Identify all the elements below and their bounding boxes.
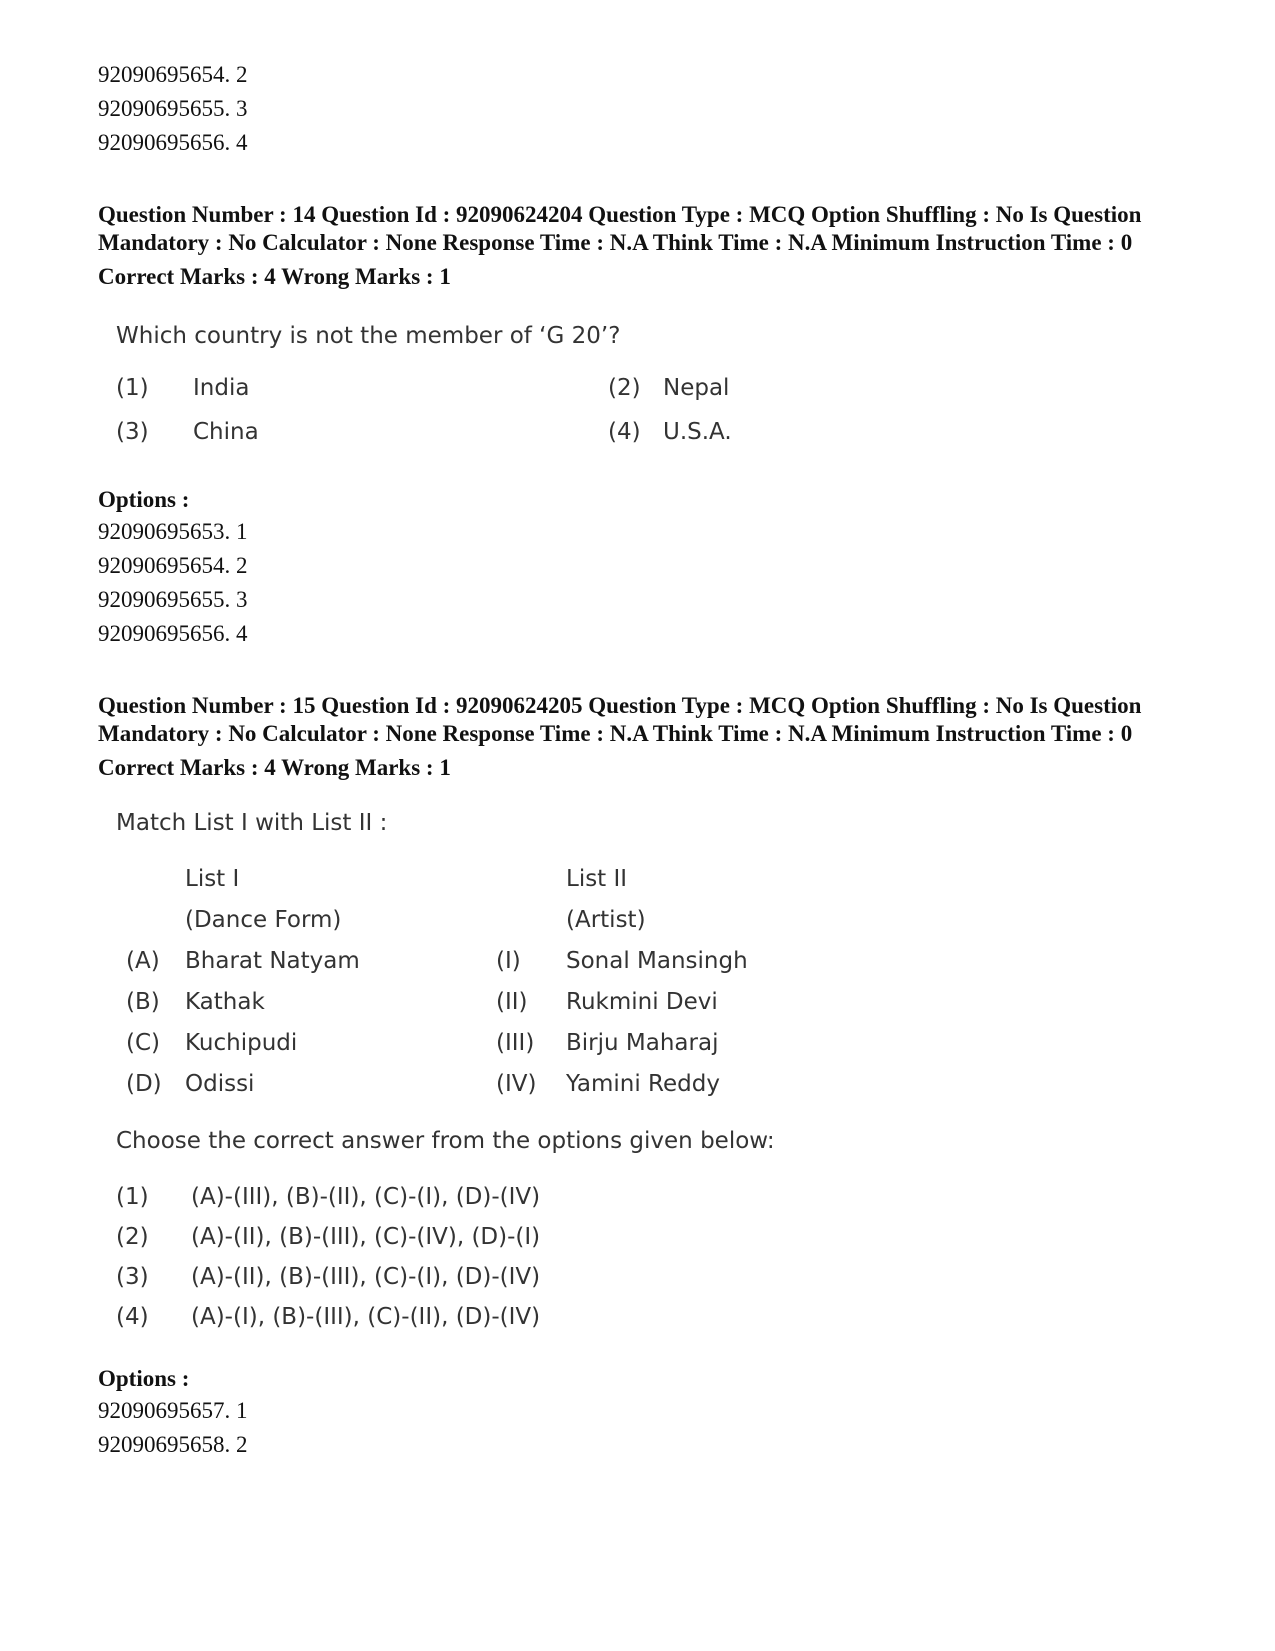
choice-text: India	[193, 375, 250, 401]
match-row	[98, 989, 1198, 1030]
question-14-options-label: Options :	[98, 487, 190, 512]
choice-number: (2)	[608, 375, 641, 401]
choose-instruction: Choose the correct answer from the options given below:	[116, 1128, 775, 1154]
list-1-value: Odissi	[185, 1071, 255, 1097]
answer-number: (3)	[116, 1264, 149, 1290]
list-2-label: (I)	[496, 948, 521, 974]
answer-row	[98, 1264, 1198, 1304]
document-page	[98, 58, 1198, 1462]
list-1-title: List I	[185, 866, 240, 892]
question-15-body	[98, 810, 1198, 1344]
list-1-subtitle: (Dance Form)	[185, 907, 342, 933]
list-1-value: Kathak	[185, 989, 265, 1015]
question-14-options-list	[98, 515, 1198, 651]
choice-text: Nepal	[663, 375, 730, 401]
list-1-label: (B)	[126, 989, 160, 1015]
option-line: 92090695656. 4	[98, 621, 248, 646]
list-2-label: (IV)	[496, 1071, 537, 1097]
answer-text: (A)-(III), (B)-(II), (C)-(I), (D)-(IV)	[191, 1184, 541, 1210]
answer-text: (A)-(I), (B)-(III), (C)-(II), (D)-(IV)	[191, 1304, 541, 1330]
choice-row	[98, 375, 1198, 419]
option-line: 92090695653. 1	[98, 519, 248, 544]
option-line: 92090695655. 3	[98, 587, 248, 612]
match-table-header	[98, 866, 1198, 907]
list-2-value: Sonal Mansingh	[566, 948, 748, 974]
answer-number: (4)	[116, 1304, 149, 1330]
match-table-subheader	[98, 907, 1198, 948]
list-2-label: (II)	[496, 989, 528, 1015]
question-14-header: Question Number : 14 Question Id : 92090624204 Question Type : MCQ Option Shuffling : No Is Question Mandatory : No Calculator : None Response Time : N.A Think Time : N.A Minimum Instruction Time : 0	[98, 202, 1142, 255]
answer-number: (1)	[116, 1184, 149, 1210]
question-15-marks: Correct Marks : 4 Wrong Marks : 1	[98, 755, 451, 780]
answer-row	[98, 1184, 1198, 1224]
question-15-options-label: Options :	[98, 1366, 190, 1391]
list-2-value: Yamini Reddy	[566, 1071, 720, 1097]
question-14-body	[98, 323, 1198, 463]
choice-number: (1)	[116, 375, 149, 401]
list-2-subtitle: (Artist)	[566, 907, 646, 933]
list-2-value: Rukmini Devi	[566, 989, 718, 1015]
answer-choices	[98, 1184, 1198, 1344]
answer-row	[98, 1224, 1198, 1264]
option-line: 92090695657. 1	[98, 1398, 248, 1423]
option-line: 92090695654. 2	[98, 62, 248, 87]
previous-options-list	[98, 58, 1198, 160]
answer-row	[98, 1304, 1198, 1344]
question-14-text: Which country is not the member of ‘G 20’?	[116, 323, 621, 349]
question-15-options-list	[98, 1394, 1198, 1462]
list-1-value: Kuchipudi	[185, 1030, 298, 1056]
match-row	[98, 1030, 1198, 1071]
list-1-value: Bharat Natyam	[185, 948, 360, 974]
answer-text: (A)-(II), (B)-(III), (C)-(I), (D)-(IV)	[191, 1264, 541, 1290]
match-table	[98, 866, 1198, 1112]
list-2-value: Birju Maharaj	[566, 1030, 719, 1056]
list-2-label: (III)	[496, 1030, 535, 1056]
option-line: 92090695656. 4	[98, 130, 248, 155]
choice-number: (4)	[608, 419, 641, 445]
option-line: 92090695654. 2	[98, 553, 248, 578]
answer-number: (2)	[116, 1224, 149, 1250]
question-14-choices	[98, 375, 1198, 463]
choice-number: (3)	[116, 419, 149, 445]
match-row	[98, 948, 1198, 989]
list-1-label: (C)	[126, 1030, 161, 1056]
list-1-label: (D)	[126, 1071, 162, 1097]
choice-row	[98, 419, 1198, 463]
question-15-text: Match List I with List II :	[116, 810, 388, 836]
choice-text: U.S.A.	[663, 419, 732, 445]
answer-text: (A)-(II), (B)-(III), (C)-(IV), (D)-(I)	[191, 1224, 541, 1250]
option-line: 92090695658. 2	[98, 1432, 248, 1457]
list-2-title: List II	[566, 866, 628, 892]
option-line: 92090695655. 3	[98, 96, 248, 121]
question-15-header: Question Number : 15 Question Id : 92090624205 Question Type : MCQ Option Shuffling : No Is Question Mandatory : No Calculator : None Response Time : N.A Think Time : N.A Minimum Instruction Time : 0	[98, 693, 1142, 746]
list-1-label: (A)	[126, 948, 160, 974]
choice-text: China	[193, 419, 259, 445]
question-14-marks: Correct Marks : 4 Wrong Marks : 1	[98, 264, 451, 289]
match-row	[98, 1071, 1198, 1112]
